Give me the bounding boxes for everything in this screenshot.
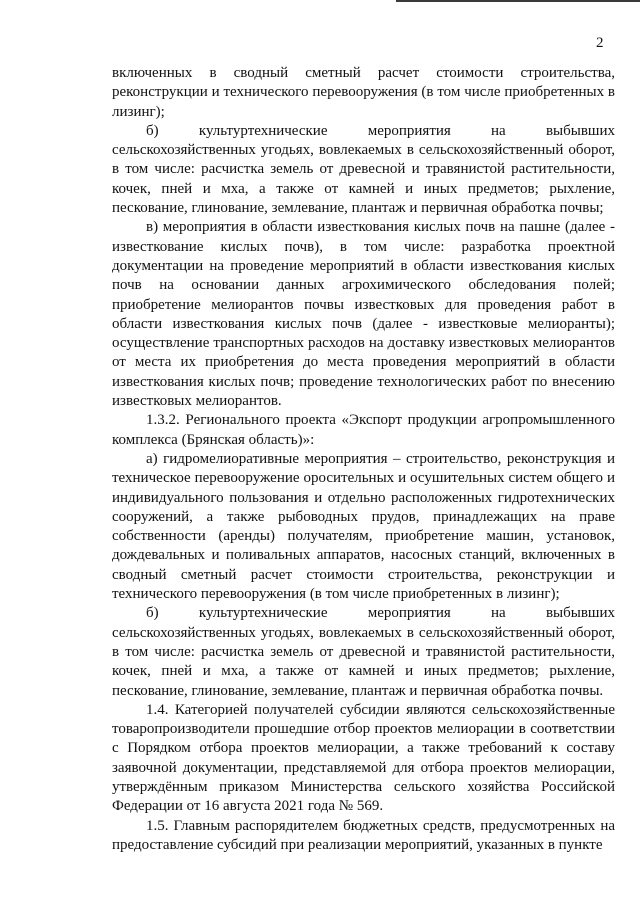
top-border-line bbox=[396, 0, 640, 2]
paragraph-1-5: 1.5. Главным распорядителем бюджетных средств, предусмотренных на предоставление субсидий при реализации мероприятий, указанных в пункте bbox=[112, 817, 615, 853]
paragraph-item-b-2: б) культуртехнические мероприятия на выбывших сельскохозяйственных угодьях, вовлекаемых в сельскохозяйственный оборот, в том числе: расчистка земель от древесной и травянистой растительности, кочек, пней и мха, а также от камней и иных предметов; рыхление, пескование, глинование, землевание, плантаж и первичная обработка почвы. bbox=[112, 605, 615, 699]
paragraph-item-b: б) культуртехнические мероприятия на выбывших сельскохозяйственных угодьях, вовлекаемых в сельскохозяйственный оборот, в том числе: расчистка земель от древесной и травянистой растительности, кочек, пней и мха, а также от камней и иных предметов; рыхление, пескование, глинование, землевание, плантаж и первичная обработка почвы; bbox=[112, 122, 615, 217]
paragraph-1-4: 1.4. Категорией получателей субсидии являются сельскохозяйственные товаропроизводители прошедшие отбор проектов мелиорации в соответствии с Порядком отбора проектов мелиорации, а также требований к составу заявочной документации, представляемой для отбора проектов мелиорации, утверждённым приказом Министерства сельского хозяйства Российской Федерации от 16 августа 2021 года № 569. bbox=[112, 701, 615, 815]
document-body bbox=[112, 64, 615, 855]
page-number: 2 bbox=[596, 35, 604, 51]
paragraph-continuation: включенных в сводный сметный расчет стоимости строительства, реконструкции и технического перевооружения (в том числе приобретенных в лизинг); bbox=[112, 65, 615, 120]
paragraph-item-v: в) мероприятия в области известкования кислых почв на пашне (далее - известкование кислых почв), в том числе: разработка проектной документации на проведение мероприятий в области известкования кислых почв на основании данных агрохимического обследования полей; приобретение мелиорантов почвы известковых для проведения работ в области известкования кислых почв (далее - известковые мелиоранты); осуществление транспортных расходов на доставку известковых мелиорантов от места их приобретения до места проведения мероприятий в области известкования кислых почв; проведение технологических работ по внесению известковых мелиорантов. bbox=[112, 219, 615, 410]
paragraph-item-a: а) гидромелиоративные мероприятия – строительство, реконструкция и техническое перевооружение оросительных и осушительных систем общего и индивидуального пользования и отдельно расположенных гидротехнических сооружений, а также рыбоводных прудов, принадлежащих на праве собственности (аренды) получателям, приобретение машин, установок, дождевальных и поливальных аппаратов, насосных станций, включенных в сводный сметный расчет стоимости строительства, реконструкции и технического перевооружения (в том числе приобретенных в лизинг); bbox=[112, 450, 615, 603]
paragraph-1-3-2: 1.3.2. Регионального проекта «Экспорт продукции агропромышленного комплекса (Брянская область)»: bbox=[112, 412, 615, 448]
